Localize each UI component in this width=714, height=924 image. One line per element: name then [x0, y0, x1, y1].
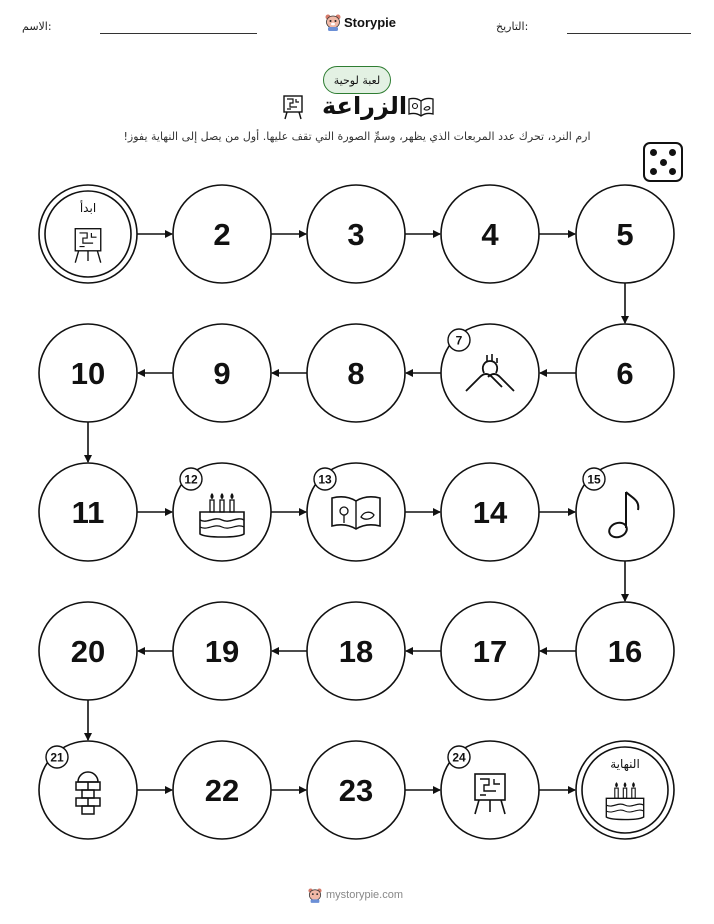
svg-text:13: 13 — [318, 472, 332, 487]
cell-number-badge — [46, 746, 68, 768]
board-cell-8[interactable] — [307, 324, 405, 422]
cell-number: 22 — [204, 773, 240, 808]
cell-number: 11 — [71, 495, 105, 530]
board-cell-4[interactable] — [441, 185, 539, 283]
cell-circle — [39, 185, 137, 283]
cell-number: 10 — [70, 356, 106, 391]
board-cell-10[interactable] — [39, 324, 137, 422]
board-cell-5[interactable] — [576, 185, 674, 283]
cell-number: 16 — [607, 634, 643, 669]
cell-number: 4 — [481, 217, 499, 252]
cell-number: 8 — [347, 356, 365, 391]
board-cell-11[interactable] — [39, 463, 137, 561]
board-cell-16[interactable] — [576, 602, 674, 700]
bear-footer-icon — [308, 887, 322, 903]
board-cell-6[interactable] — [576, 324, 674, 422]
board-cell-9[interactable] — [173, 324, 271, 422]
cell-number: 20 — [70, 634, 106, 669]
cell-number-badge — [583, 468, 605, 490]
cell-number: 23 — [338, 773, 374, 808]
start-label: ابدأ — [79, 201, 97, 215]
instructions: ارم النرد، تحرك عدد المربعات الذي يظهر، وسمِّ الصورة التي تقف عليها. أول من يصل إلى النهاية يفوز! — [123, 130, 591, 143]
date-label: التاريخ: — [496, 20, 529, 33]
page-title: الزراعة — [322, 92, 408, 120]
cell-number: 14 — [472, 495, 508, 530]
cell-number: 18 — [338, 634, 374, 669]
board-cell-12[interactable] — [173, 463, 271, 561]
board-cell-7[interactable] — [441, 324, 539, 422]
svg-text:24: 24 — [452, 750, 466, 765]
board-cell-21[interactable] — [39, 741, 137, 839]
cell-number: 3 — [347, 217, 365, 252]
cell-number: 19 — [204, 634, 240, 669]
board-cell-13[interactable] — [307, 463, 405, 561]
board-cell-1[interactable] — [39, 185, 137, 283]
end-label: النهاية — [610, 757, 640, 771]
board-cell-22[interactable] — [173, 741, 271, 839]
board-cell-18[interactable] — [307, 602, 405, 700]
board-cell-25[interactable] — [576, 741, 674, 839]
board-cell-20[interactable] — [39, 602, 137, 700]
cell-number: 9 — [213, 356, 231, 391]
board-cell-2[interactable] — [173, 185, 271, 283]
board-cell-24[interactable] — [441, 741, 539, 839]
cell-number: 5 — [616, 217, 634, 252]
board-cell-17[interactable] — [441, 602, 539, 700]
svg-text:7: 7 — [455, 333, 463, 348]
name-label: الاسم: — [22, 20, 52, 33]
board-cell-14[interactable] — [441, 463, 539, 561]
cell-number-badge — [448, 746, 470, 768]
svg-text:15: 15 — [587, 472, 601, 487]
board-cell-3[interactable] — [307, 185, 405, 283]
svg-text:12: 12 — [184, 472, 198, 487]
cell-number-badge — [448, 329, 470, 351]
cell-number: 17 — [472, 634, 508, 669]
footer — [308, 887, 403, 903]
cell-number: 2 — [213, 217, 231, 252]
cell-circle — [576, 741, 674, 839]
board-game-badge: لعبة لوحية — [323, 66, 391, 94]
svg-text:21: 21 — [50, 750, 64, 765]
footer-site: mystorypie.com — [326, 889, 404, 901]
cell-number-badge — [180, 468, 202, 490]
cell-number: 6 — [616, 356, 634, 391]
cell-number-badge — [314, 468, 336, 490]
board-cell-15[interactable] — [576, 463, 674, 561]
board-cell-23[interactable] — [307, 741, 405, 839]
board-cell-19[interactable] — [173, 602, 271, 700]
logo-text: Storypie — [344, 14, 397, 30]
